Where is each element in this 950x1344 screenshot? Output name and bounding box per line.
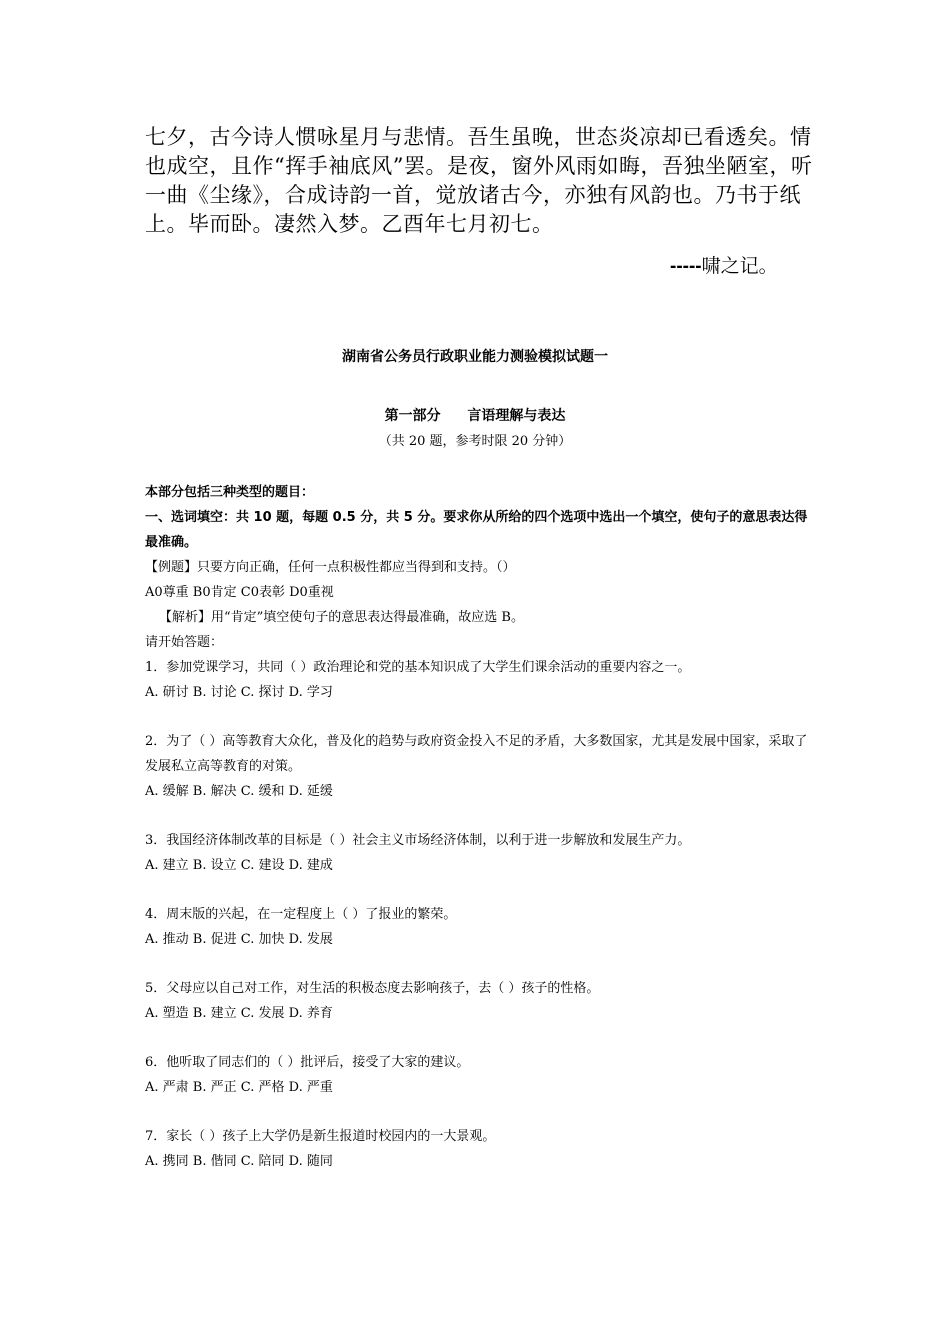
signature bbox=[670, 251, 778, 278]
question-options: A. 研讨 B. 讨论 C. 探讨 D. 学习 bbox=[145, 685, 333, 700]
section-instruction: 一、选词填空：共 10 题，每题 0.5 分，共 5 分。要求你从所给的四个选项中选出一个填空，使句子的意思表达得最准确。 bbox=[145, 510, 808, 550]
example-options: A0尊重 B0肯定 C0表彰 D0重视 bbox=[145, 585, 334, 600]
question-item bbox=[145, 655, 810, 705]
part-subtitle: （共 20 题，参考时限 20 分钟） bbox=[378, 434, 572, 449]
signature-dashes: ----- bbox=[670, 256, 702, 277]
part-intro-line: 本部分包括三种类型的题目： bbox=[145, 485, 315, 500]
question-item bbox=[145, 1050, 810, 1100]
question-list bbox=[145, 655, 810, 1174]
question-item bbox=[145, 902, 810, 952]
intro-paragraph: 七夕，古今诗人惯咏星月与悲情。吾生虽晚，世态炎凉却已看透矣。情也成空，且作“挥手袖底风”罢。是夜，窗外风雨如晦，吾独坐陋室，听一曲《尘缘》，合成诗韵一首，觉放诸古今，亦独有风韵也。乃书于纸上。毕而卧。凄然入梦。乙酉年七月初七。 bbox=[145, 125, 813, 236]
question-text: 2．为了（ ）高等教育大众化，普及化的趋势与政府资金投入不足的矛盾，大多数国家，尤其是发展中国家，采取了发展私立高等教育的对策。 bbox=[145, 734, 808, 774]
question-item bbox=[145, 828, 810, 878]
start-prompt: 请开始答题： bbox=[145, 635, 224, 650]
question-text: 4．周末版的兴起，在一定程度上（ ）了报业的繁荣。 bbox=[145, 907, 457, 922]
question-text: 7．家长（ ）孩子上大学仍是新生报道时校园内的一大景观。 bbox=[145, 1129, 496, 1144]
example-analysis: 【解析】用“肯定”填空使句子的意思表达得最准确，故应选 B。 bbox=[159, 610, 524, 625]
question-item bbox=[145, 976, 810, 1026]
question-text: 1．参加党课学习，共同（ ）政治理论和党的基本知识成了大学生们课余活动的重要内容之一。 bbox=[145, 660, 691, 675]
question-text: 6．他听取了同志们的（ ）批评后，接受了大家的建议。 bbox=[145, 1055, 470, 1070]
question-item bbox=[145, 1124, 810, 1174]
question-options: A. 严肃 B. 严正 C. 严格 D. 严重 bbox=[145, 1080, 333, 1095]
part-title: 第一部分 言语理解与表达 bbox=[384, 408, 566, 424]
question-text: 3．我国经济体制改革的目标是（ ）社会主义市场经济体制，以利于进一步解放和发展生产力。 bbox=[145, 833, 691, 848]
signature-text: 啸之记。 bbox=[701, 255, 778, 277]
example-question: 【例题】只要方向正确，任何一点积极性都应当得到和支持。（） bbox=[145, 560, 516, 575]
question-text: 5．父母应以自己对工作，对生活的积极态度去影响孩子，去（ ）孩子的性格。 bbox=[145, 981, 600, 996]
question-options: A. 缓解 B. 解决 C. 缓和 D. 延缓 bbox=[145, 784, 333, 799]
exam-title: 湖南省公务员行政职业能力测验模拟试题一 bbox=[342, 349, 608, 365]
question-item bbox=[145, 729, 810, 804]
question-options: A. 建立 B. 设立 C. 建设 D. 建成 bbox=[145, 858, 333, 873]
question-options: A. 携同 B. 偕同 C. 陪同 D. 随同 bbox=[145, 1154, 333, 1169]
question-options: A. 推动 B. 促进 C. 加快 D. 发展 bbox=[145, 932, 333, 947]
exam-body bbox=[145, 480, 810, 1174]
question-options: A. 塑造 B. 建立 C. 发展 D. 养育 bbox=[145, 1006, 333, 1021]
